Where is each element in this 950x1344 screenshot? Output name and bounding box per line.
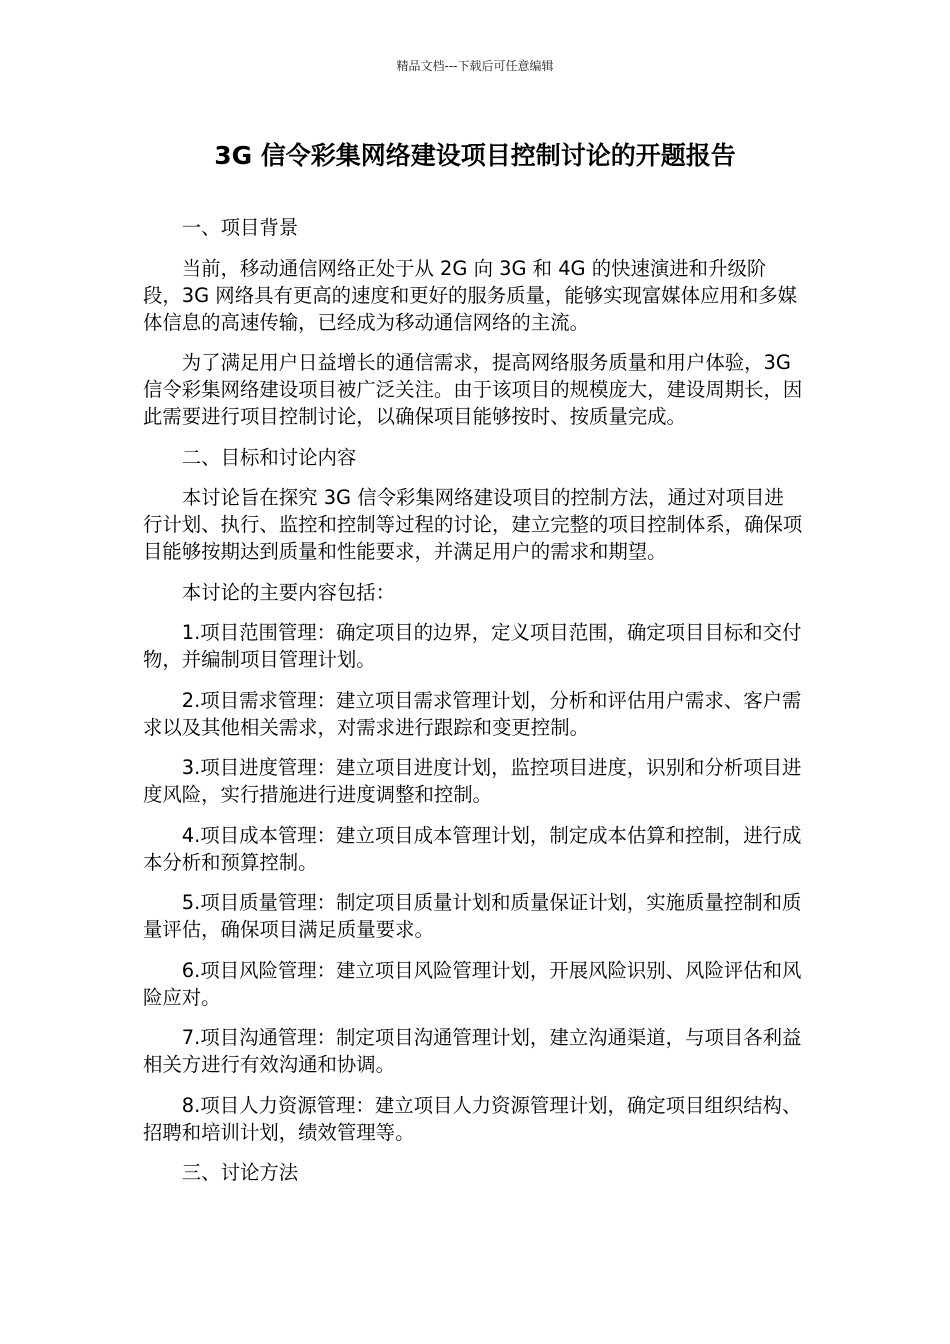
section-heading-methods: 三、讨论方法 [181,1161,299,1184]
paragraph-background-2: 为了满足用户日益增长的通信需求，提高网络服务质量和用户体验，3G 信令彩集网络建设项目被广泛关注。由于该项目的规模庞大，建设周期长，因此需要进行项目控制讨论，以确保项目能够按时、按质量完成。 [143,351,803,428]
header-note: 精品文档---下载后可任意编辑 [396,59,554,73]
list-item-scope: 1.项目范围管理：确定项目的边界，定义项目范围，确定项目目标和交付物，并编制项目管理计划。 [143,621,802,671]
list-item-cost: 4.项目成本管理：建立项目成本管理计划，制定成本估算和控制，进行成本分析和预算控制。 [143,823,802,874]
paragraph-goals-1: 本讨论旨在探究 3G 信令彩集网络建设项目的控制方法，通过对项目进行计划、执行、监控和控制等过程的讨论，建立完整的项目控制体系，确保项目能够按期达到质量和性能要求，并满足用户的需求和期望。 [143,486,803,563]
paragraph-background-1: 当前，移动通信网络正处于从 2G 向 3G 和 4G 的快速演进和升级阶段，3G 网络具有更高的速度和更好的服务质量，能够实现富媒体应用和多媒体信息的高速传输，已经成为移动通信网络的主流。 [143,256,798,334]
list-item-quality: 5.项目质量管理：制定项目质量计划和质量保证计划，实施质量控制和质量评估，确保项目满足质量要求。 [143,891,802,941]
section-heading-goals: 二、目标和讨论内容 [181,445,357,469]
list-item-risk: 6.项目风险管理：建立项目风险管理计划，开展风险识别、风险评估和风险应对。 [143,958,802,1009]
list-item-requirements: 2.项目需求管理：建立项目需求管理计划，分析和评估用户需求、客户需求以及其他相关需求，对需求进行跟踪和变更控制。 [143,688,802,739]
paragraph-goals-intro: 本讨论的主要内容包括： [181,580,396,604]
list-item-schedule: 3.项目进度管理：建立项目进度计划，监控项目进度，识别和分析项目进度风险，实行措施进行进度调整和控制。 [143,756,802,806]
list-item-human-resources: 8.项目人力资源管理：建立项目人力资源管理计划，确定项目组织结构、招聘和培训计划，绩效管理等。 [143,1093,802,1144]
list-item-communication: 7.项目沟通管理：制定项目沟通管理计划，建立沟通渠道，与项目各利益相关方进行有效沟通和协调。 [143,1026,802,1076]
document-body [143,214,803,1200]
document-title: 3G 信令彩集网络建设项目控制讨论的开题报告 [214,141,736,170]
section-heading-background: 一、项目背景 [181,216,299,239]
